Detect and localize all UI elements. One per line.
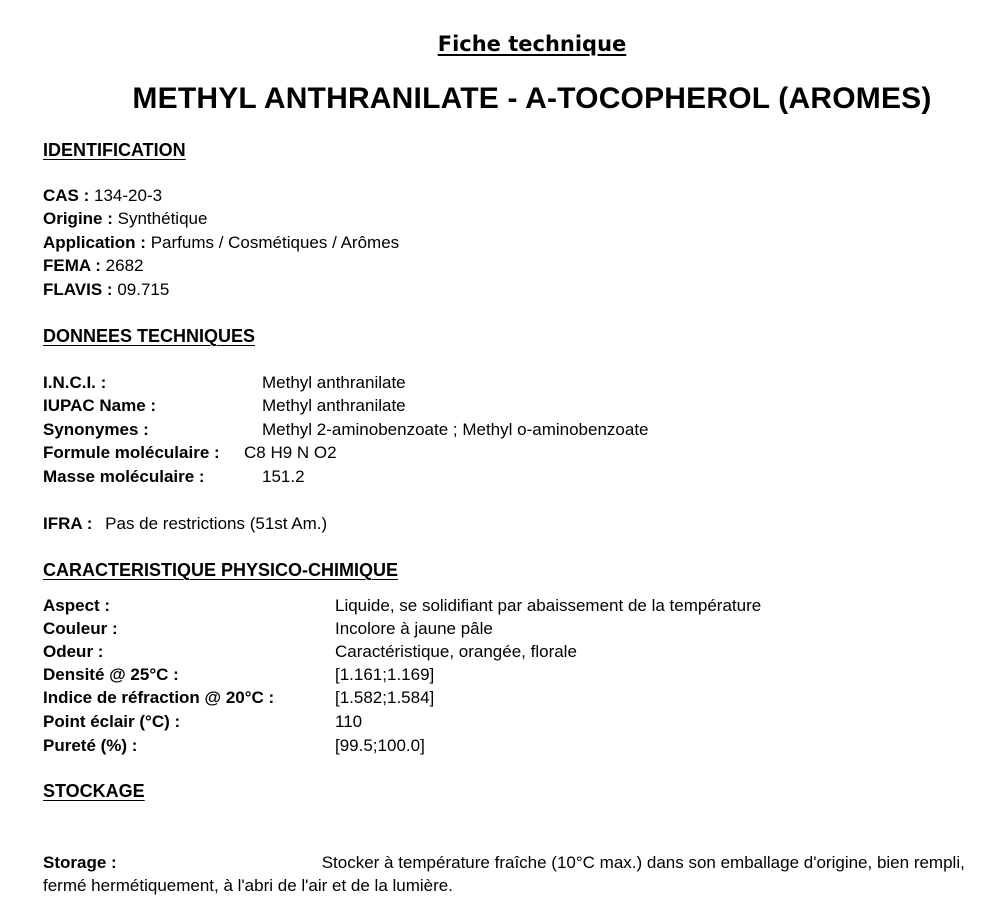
ifra-label: IFRA : (43, 514, 93, 533)
formule-value: C8 H9 N O2 (244, 443, 337, 462)
identification-section-title: IDENTIFICATION (43, 140, 186, 160)
odeur-label: Odeur : (43, 642, 104, 661)
origine-label: Origine : (43, 209, 113, 228)
inci-value: Methyl anthranilate (262, 373, 406, 392)
iupac-value: Methyl anthranilate (262, 396, 406, 415)
masse-value: 151.2 (262, 467, 305, 486)
point-eclair-label: Point éclair (°C) : (43, 712, 181, 731)
densite-label: Densité @ 25°C : (43, 665, 179, 684)
aspect-label: Aspect : (43, 596, 111, 615)
aspect-value: Liquide, se solidifiant par abaissement de la température (335, 596, 762, 615)
product-title: METHYL ANTHRANILATE - A-TOCOPHEROL (AROMES) (132, 82, 932, 115)
masse-label: Masse moléculaire : (43, 467, 205, 486)
inci-label: I.N.C.I. : (43, 373, 107, 392)
indice-refraction-value: [1.582;1.584] (335, 688, 435, 707)
ifra-line (43, 514, 327, 534)
origine-line (43, 209, 207, 229)
application-value: Parfums / Cosmétiques / Arômes (150, 233, 400, 252)
application-line (43, 233, 399, 253)
purete-label: Pureté (%) : (43, 736, 138, 755)
couleur-label: Couleur : (43, 619, 118, 638)
point-eclair-value: 110 (335, 712, 363, 731)
storage-label: Storage : (43, 853, 117, 872)
fema-label: FEMA : (43, 256, 101, 275)
odeur-value: Caractéristique, orangée, florale (335, 642, 577, 661)
formule-label: Formule moléculaire : (43, 443, 220, 462)
couleur-value: Incolore à jaune pâle (335, 619, 493, 638)
physico-chimique-section-title: CARACTERISTIQUE PHYSICO-CHIMIQUE (43, 560, 399, 580)
origine-value: Synthétique (117, 209, 208, 228)
donnees-techniques-section-title: DONNEES TECHNIQUES (43, 326, 256, 346)
indice-refraction-label: Indice de réfraction @ 20°C : (43, 688, 275, 707)
synonymes-value: Methyl 2-aminobenzoate ; Methyl o-aminobenzoate (262, 420, 649, 439)
flavis-value: 09.715 (117, 280, 170, 299)
densite-value: [1.161;1.169] (335, 665, 435, 684)
synonymes-label: Synonymes : (43, 420, 149, 439)
storage-value: Stocker à température fraîche (10°C max.) dans son emballage d'origine, bien rempli, fermé hermétiquement, à l'abri de l'air et de la lumière. (43, 853, 965, 895)
fema-line (43, 256, 143, 276)
ifra-value: Pas de restrictions (51st Am.) (105, 514, 328, 533)
stockage-section-title: STOCKAGE (43, 781, 145, 801)
cas-line (43, 186, 162, 206)
application-label: Application : (43, 233, 146, 252)
cas-label: CAS : (43, 186, 90, 205)
iupac-label: IUPAC Name : (43, 396, 157, 415)
purete-value: [99.5;100.0] (335, 736, 425, 755)
storage-paragraph (43, 851, 993, 897)
fema-value: 2682 (105, 256, 144, 275)
document-type-title: Fiche technique (437, 32, 627, 56)
cas-value: 134-20-3 (94, 186, 163, 205)
flavis-line (43, 280, 169, 300)
flavis-label: FLAVIS : (43, 280, 113, 299)
